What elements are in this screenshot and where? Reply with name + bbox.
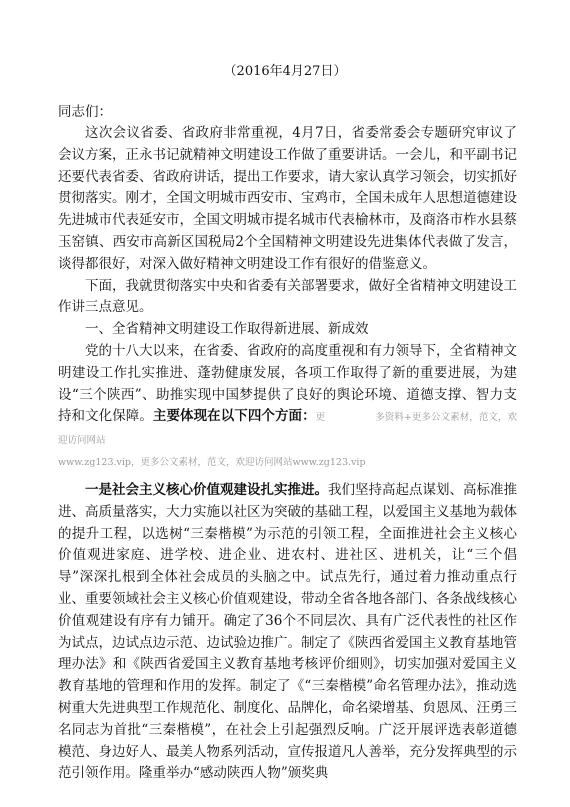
speech-date: （2016年4月27日） xyxy=(223,64,347,79)
paragraph-outline: 下面，我就贯彻落实中央和省委有关部署要求，做好全省精神文明建设工作讲三点意见。 xyxy=(58,277,517,316)
watermark-right: 多资料+更多公文素材，范文，欢迎访问网站 xyxy=(58,412,517,447)
overview-text: 党的十八大以来，在省委、省政府的高度重视和有力领导下，全省精神文明建设工作扎实推进、蓬勃健康发展，各项工作取得了新的重要进展，为建设“三个陕西”、助推实现中国梦提供了良好的舆论环境、道德支撑、智力支持和文化保障。 xyxy=(58,342,517,425)
section-heading-1: 一、全省精神文明建设工作取得新进展、新成效 xyxy=(85,321,369,338)
paragraph-intro: 这次会议省委、省政府非常重视，4月7日，省委常委会专题研究审议了会议方案，正永书记就精神文明建设工作做了重要讲话。一会儿，和平副书记还要代表省委、省政府讲话，提出工作要求，请大家认真学习领会，切实抓好贯彻落实。刚才，全国文明城市西安市、宝鸡市，全国未成年人思想道德建设先进城市代表延安市，全国文明城市提名城市代表榆林市，及商洛市柞水县蔡玉窑镇、西安市高新区国税局2个全国精神文明建设先进集体代表做了发言，谈得都很好，对深入做好精神文明建设工作有很好的借鉴意义。 xyxy=(58,125,517,272)
paragraph-core-values xyxy=(58,480,517,785)
paragraph-overview xyxy=(58,341,517,452)
overview-bold-lead: 主要体现在以下四个方面： xyxy=(152,408,316,425)
watermark-inline: 更 xyxy=(315,412,326,424)
watermark-line: www.zg123.vip，更多公文素材，范文，欢迎访问网站www.zg123.vip xyxy=(58,456,366,468)
core-values-text: 我们坚持高起点谋划、高标准推进、高质量落实，大力实施以社区为突破的基础工程，以爱国主义基地为载体的提升工程，以选树“三秦楷模”为示范的引领工程，全面推进社会主义核心价值观进家庭、进学校、进企业、进农村、进社区、进机关，让“三个倡导”深深扎根到全体社会成员的头脑之中。试点先行，通过着力推动重点行业、重要领域社会主义核心价值观建设，带动全省各地各部门、各条战线核心价值观建设有序有力铺开。确定了36个不同层次、具有广泛代表性的社区作为试点，边试点边示范、边试验边推广。制定了《陕西省爱国主义教育基地管理办法》和《陕西省爱国主义教育基地考核评价细则》，切实加强对爱国主义教育基地的管理和作用的发挥。制定了《“三秦楷模”命名管理办法》，推动选树重大先进典型工作规范化、制度化、品牌化，命名梁增基、贠恩凤、汪勇三名同志为首批“三秦楷模”，在社会上引起强烈反响。广泛开展评选表彰道德模范、身边好人、最美人物系列活动，宣传报道凡人善举，充分发挥典型的示范引领作用。隆重举办“感动陕西人物”颁奖典 xyxy=(58,481,517,782)
core-values-bold-lead: 一是社会主义核心价值观建设扎实推进。 xyxy=(85,481,328,498)
greeting: 同志们： xyxy=(58,104,112,120)
document-body xyxy=(58,123,517,785)
